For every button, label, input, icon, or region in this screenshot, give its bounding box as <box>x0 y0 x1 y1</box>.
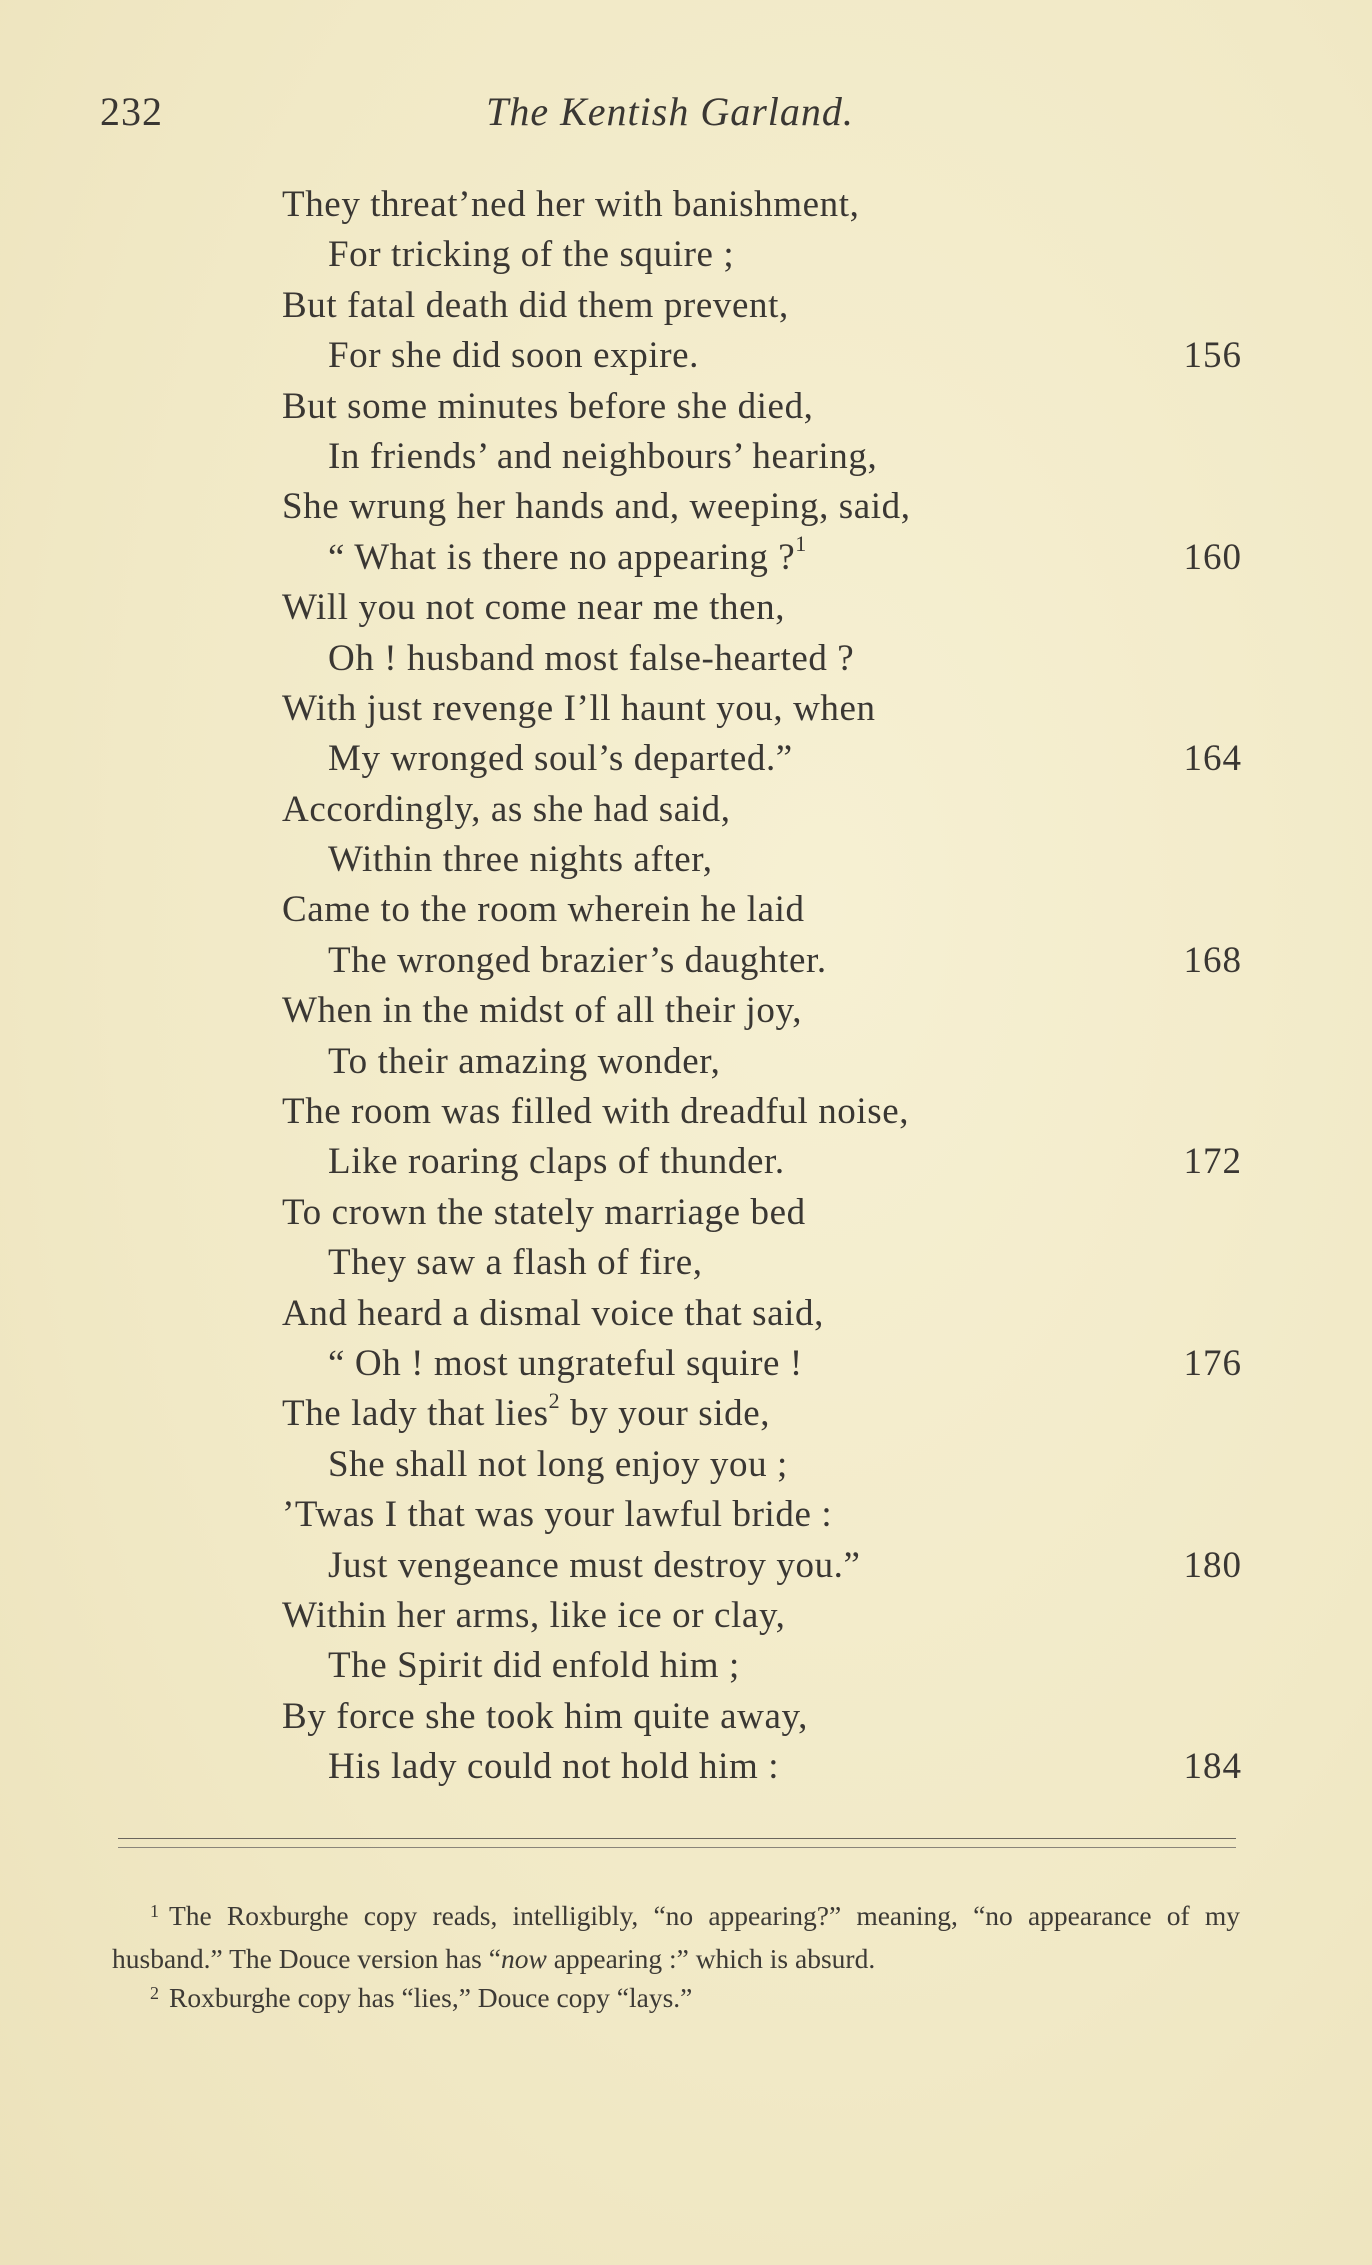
poem-line-text <box>282 789 731 830</box>
poem-line <box>282 583 1242 633</box>
poem-line <box>282 1490 1242 1540</box>
poem-line-text <box>282 1192 806 1233</box>
line-number: 164 <box>1183 738 1242 780</box>
poem-line-text <box>282 531 807 578</box>
line-number: 160 <box>1183 536 1242 578</box>
poem-line <box>282 1591 1242 1641</box>
poem-line-words: Within her arms, like ice or clay, <box>282 1594 786 1636</box>
footnote-1 <box>112 1896 1240 1978</box>
poem-line-words: But fatal death did them prevent, <box>282 284 789 326</box>
poem-line-words: His lady could not hold him : <box>328 1746 780 1788</box>
poem-line-words: For she did soon expire. <box>328 335 699 377</box>
poem-line-words: “ What is there no appearing ? <box>328 536 796 578</box>
footnote-text: The Roxburghe copy reads, intelligibly, “no appearing?” meaning, “no appearance of my husband.” The Douce version has “ <box>112 1900 1240 1974</box>
poem-line-text <box>282 1388 771 1435</box>
poem-line <box>282 1742 1242 1792</box>
footnote-rule-thin <box>118 1847 1236 1848</box>
poem-line-text <box>282 1746 779 1787</box>
poem-line-words: They threat’ned her with banishment, <box>282 184 860 225</box>
poem-line-text <box>282 335 699 376</box>
poem-line-words: By force she took him quite away, <box>282 1695 809 1737</box>
poem-line-words: Like roaring claps of thunder. <box>328 1141 785 1183</box>
poem-line-words: Accordingly, as she had said, <box>282 788 731 830</box>
poem-line <box>282 1692 1242 1742</box>
running-title: The Kentish Garland. <box>486 89 854 134</box>
footnote-rule <box>118 1838 1236 1839</box>
poem-line-words: With just revenge I’ll haunt you, when <box>282 687 876 729</box>
poem-line-words: They saw a flash of fire, <box>328 1242 703 1284</box>
poem-line-words: Will you not come near me then, <box>282 587 786 629</box>
poem-line-words: For tricking of the squire ; <box>328 234 735 276</box>
poem-line-text <box>282 1595 786 1636</box>
poem-line-words: The wronged brazier’s daughter. <box>328 939 827 981</box>
poem-line-text <box>282 1444 788 1485</box>
poem-line <box>282 180 1242 230</box>
poem-line <box>282 1389 1242 1439</box>
poem-line <box>282 785 1242 835</box>
poem-line <box>282 1188 1242 1238</box>
poem-line <box>282 1541 1242 1591</box>
poem-line <box>282 634 1242 684</box>
poem-line-words: The room was filled with dreadful noise, <box>282 1091 910 1133</box>
footnotes <box>112 1896 1240 2021</box>
page-number: 232 <box>100 89 163 134</box>
poem-line <box>282 1137 1242 1187</box>
poem-line-text <box>282 1242 703 1283</box>
poem-line-text <box>282 638 854 679</box>
poem-line-text <box>282 1545 861 1586</box>
poem-line-text <box>282 285 789 326</box>
poem-line-words: In friends’ and neighbours’ hearing, <box>328 435 878 477</box>
poem-line-words: “ Oh ! most ungrateful squire ! <box>328 1342 803 1384</box>
poem-line-text <box>282 839 713 880</box>
poem-line-text <box>282 234 734 275</box>
poem-line <box>282 281 1242 331</box>
poem-line-text <box>282 587 785 628</box>
poem-line-words: Came to the room wherein he laid <box>282 889 805 931</box>
poem-line <box>282 936 1242 986</box>
poem-line-words: To their amazing wonder, <box>328 1040 721 1082</box>
line-number: 176 <box>1183 1342 1242 1384</box>
footnote-mark: 2 <box>150 1983 159 2003</box>
footnote-text-end: appearing :” which is absurd. <box>546 1943 876 1974</box>
poem-line-words: She wrung her hands and, weeping, said, <box>282 486 911 528</box>
poem-line-text <box>282 1343 803 1384</box>
poem-line-words: The lady that lies <box>282 1393 549 1435</box>
poem-line-text <box>282 1091 909 1132</box>
footnote-reference: 2 <box>548 1388 561 1414</box>
poem-line-text <box>282 940 827 981</box>
footnote-reference: 1 <box>795 531 807 557</box>
poem-line <box>282 1087 1242 1137</box>
poem-body <box>282 180 1242 1793</box>
poem-line-text <box>282 486 911 527</box>
poem-line-text <box>282 386 814 427</box>
poem-line-text <box>282 1141 785 1182</box>
poem-line <box>282 1339 1242 1389</box>
poem-line-text <box>282 1293 824 1334</box>
footnote-text: Roxburghe copy has “lies,” Douce copy “lays.” <box>169 1982 693 2013</box>
poem-line-text <box>282 1494 832 1535</box>
line-number: 168 <box>1183 939 1242 981</box>
poem-line <box>282 885 1242 935</box>
poem-line-words: She shall not long enjoy you ; <box>328 1443 788 1485</box>
poem-line-words: When in the midst of all their joy, <box>282 990 803 1032</box>
poem-line <box>282 533 1242 583</box>
poem-line-words: My wronged soul’s departed.” <box>328 738 793 780</box>
poem-line-text <box>282 990 802 1031</box>
footnote-2 <box>112 1978 1240 2021</box>
poem-line-words-after: by your side, <box>560 1393 771 1435</box>
poem-line <box>282 482 1242 532</box>
poem-line-text <box>282 1041 721 1082</box>
poem-line <box>282 986 1242 1036</box>
poem-line-words: But some minutes before she died, <box>282 385 814 427</box>
poem-line-words: Just vengeance must destroy you.” <box>328 1544 861 1586</box>
poem-line <box>282 1037 1242 1087</box>
poem-line <box>282 734 1242 784</box>
poem-line-words: Within three nights after, <box>328 839 713 881</box>
line-number: 156 <box>1183 335 1242 377</box>
poem-line <box>282 432 1242 482</box>
poem-line <box>282 684 1242 734</box>
poem-line-text <box>282 889 805 930</box>
running-head <box>100 88 1240 148</box>
poem-line <box>282 382 1242 432</box>
poem-line <box>282 1641 1242 1691</box>
poem-line <box>282 1238 1242 1288</box>
poem-line <box>282 331 1242 381</box>
line-number: 180 <box>1183 1544 1242 1586</box>
poem-line-text <box>282 184 859 225</box>
poem-line <box>282 835 1242 885</box>
line-number: 184 <box>1183 1746 1242 1788</box>
poem-line-text <box>282 1645 740 1686</box>
poem-line-words: To crown the stately marriage bed <box>282 1191 806 1233</box>
poem-line-text <box>282 738 793 779</box>
poem-line-words: ’Twas I that was your lawful bride : <box>282 1494 833 1536</box>
poem-line-words: And heard a dismal voice that said, <box>282 1292 824 1334</box>
poem-line <box>282 230 1242 280</box>
poem-line-text <box>282 688 876 729</box>
poem-line-words: Oh ! husband most false-hearted ? <box>328 637 855 679</box>
footnote-mark: 1 <box>150 1901 159 1921</box>
poem-line-text <box>282 1696 808 1737</box>
poem-line-words: The Spirit did enfold him ; <box>328 1645 740 1687</box>
poem-line <box>282 1440 1242 1490</box>
line-number: 172 <box>1183 1141 1242 1183</box>
footnote-italic-word: now <box>500 1943 547 1974</box>
poem-line <box>282 1289 1242 1339</box>
poem-line-text <box>282 436 877 477</box>
